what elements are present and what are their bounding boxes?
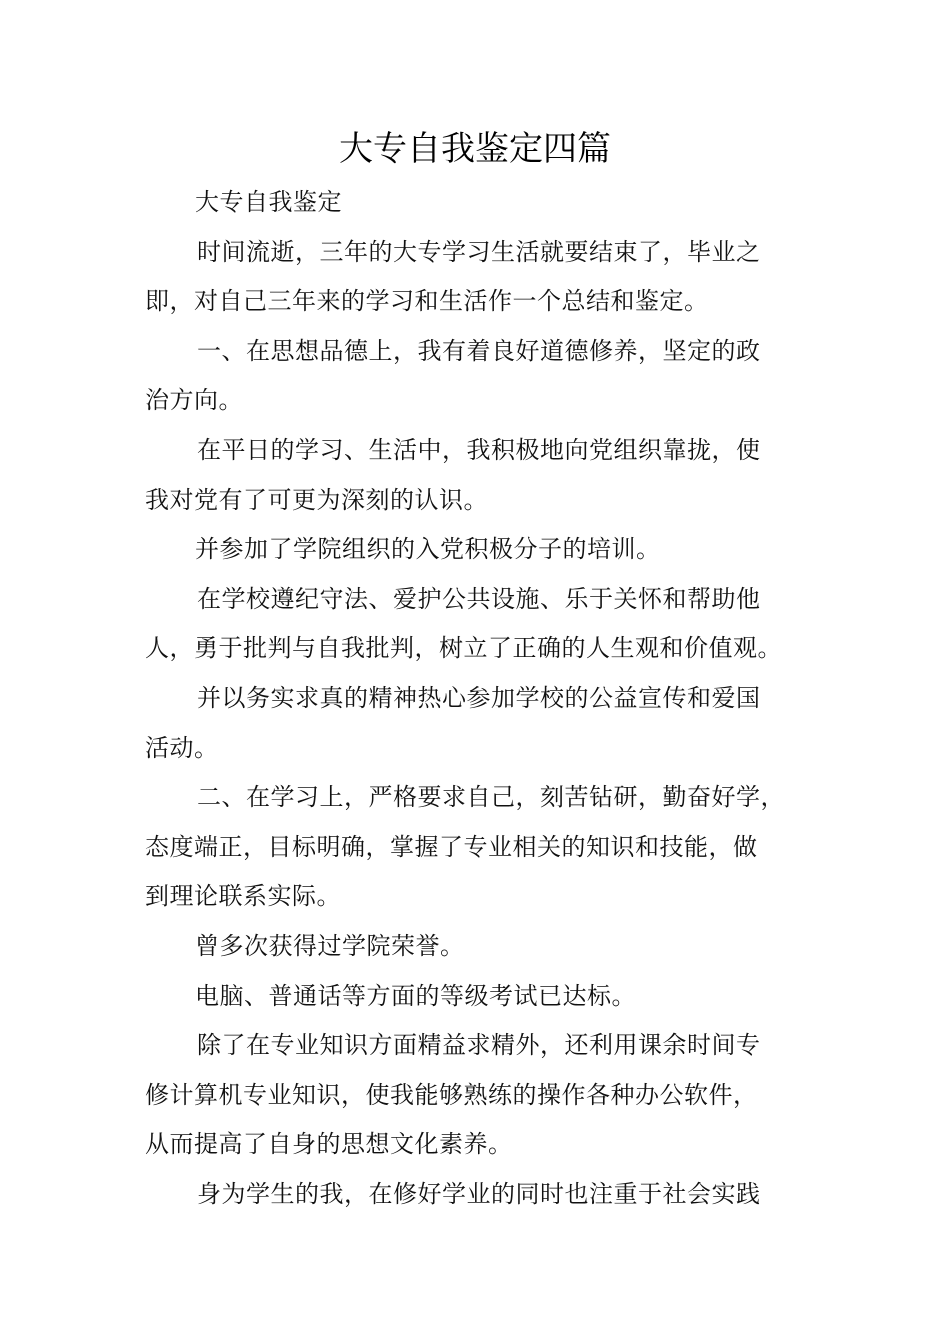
paragraph-line: 身为学生的我，在修好学业的同时也注重于社会实践 bbox=[197, 1179, 761, 1208]
paragraph-line: 并以务实求真的精神热心参加学校的公益宣传和爱国 bbox=[197, 683, 761, 712]
paragraph-line: 一、在思想品德上，我有着良好道德修养，坚定的政 bbox=[197, 336, 761, 365]
paragraph-line: 即，对自己三年来的学习和生活作一个总结和鉴定。 bbox=[145, 287, 709, 316]
paragraph-line: 在平日的学习、生活中，我积极地向党组织靠拢，使 bbox=[197, 435, 761, 464]
paragraph-line: 在学校遵纪守法、爱护公共设施、乐于关怀和帮助他 bbox=[197, 584, 761, 613]
paragraph-line: 并参加了学院组织的入党积极分子的培训。 bbox=[195, 535, 661, 564]
paragraph-line: 二、在学习上，严格要求自己，刻苦钻研，勤奋好学， bbox=[197, 783, 785, 812]
paragraph-line: 活动。 bbox=[145, 733, 219, 762]
paragraph-line: 到理论联系实际。 bbox=[145, 882, 341, 911]
document-title: 大专自我鉴定四篇 bbox=[339, 129, 611, 169]
document-body bbox=[145, 178, 807, 1219]
section-heading: 大专自我鉴定 bbox=[195, 188, 342, 216]
paragraph-line: 从而提高了自身的思想文化素养。 bbox=[145, 1130, 513, 1159]
paragraph-line: 时间流逝，三年的大专学习生活就要结束了，毕业之 bbox=[197, 237, 761, 266]
paragraph-line: 曾多次获得过学院荣誉。 bbox=[195, 931, 465, 960]
paragraph-line: 电脑、普通话等方面的等级考试已达标。 bbox=[195, 981, 636, 1010]
paragraph-line: 治方向。 bbox=[145, 386, 243, 415]
paragraph-line: 人，勇于批判与自我批判，树立了正确的人生观和价值观。 bbox=[145, 634, 782, 663]
paragraph-line: 我对党有了可更为深刻的认识。 bbox=[145, 485, 488, 514]
paragraph-line: 修计算机专业知识，使我能够熟练的操作各种办公软件， bbox=[145, 1080, 758, 1109]
paragraph-line: 态度端正，目标明确，掌握了专业相关的知识和技能，做 bbox=[145, 832, 758, 861]
paragraph-line: 除了在专业知识方面精益求精外，还利用课余时间专 bbox=[197, 1031, 761, 1060]
